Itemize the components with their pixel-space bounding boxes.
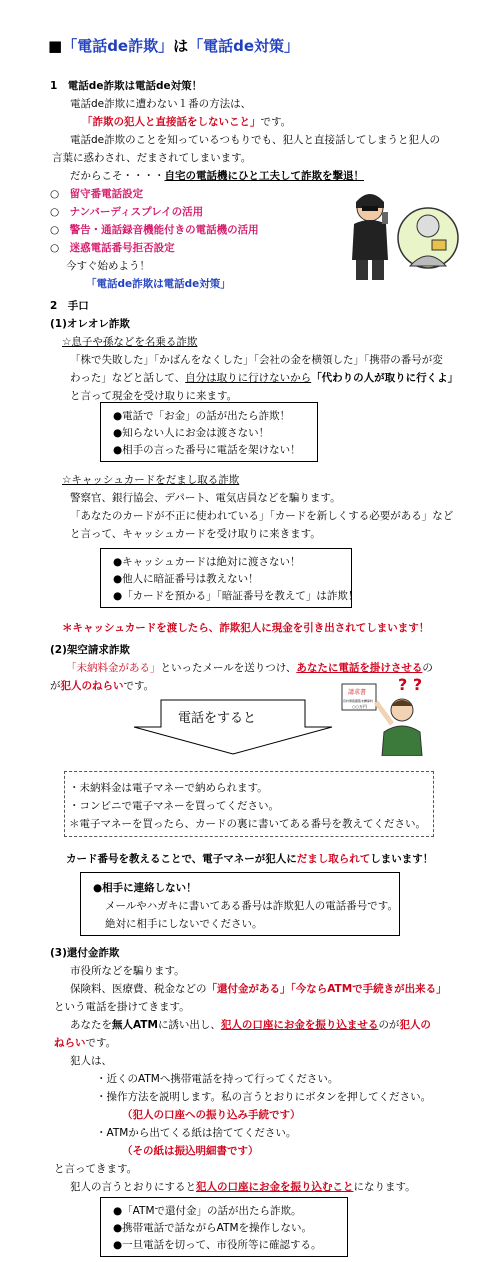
s2-d11: （その紙は振込明細書です） — [122, 1145, 259, 1157]
s2-d7: ・近くのATMへ携帯電話を持って行ってください。 — [96, 1073, 339, 1085]
advice-box-3-line: ●相手に連絡しない！ — [93, 882, 197, 894]
s1-list-1: ○ ナンバーディスプレイの活用 — [50, 206, 204, 218]
advice-box-4-line: ●一旦電話を切って、市役所等に確認する。 — [113, 1239, 322, 1251]
title-part2: は — [173, 37, 189, 55]
advice-box-2-line: ●他人に暗証番号は教えない！ — [113, 573, 259, 585]
s2-a3: と言って現金を受け取りに来ます。 — [70, 390, 238, 402]
s2-c2: が犯人のねらいです。 — [50, 680, 155, 692]
advice-box-3 — [80, 872, 400, 936]
scam-message-line: ＊電子マネーを買ったら、カードの裏に書いてある番号を教えてください。 — [69, 818, 426, 830]
s2-d13: 犯人の言うとおりにすると犯人の口座にお金を振り込むことになります。 — [70, 1181, 416, 1193]
s2-d5: ねらいです。 — [54, 1037, 117, 1049]
scam-message-line: ・未納料金は電子マネーで納められます。 — [69, 782, 268, 794]
section2-heading: 2 手口 — [50, 300, 89, 312]
s2-d6: 犯人は、 — [70, 1055, 112, 1067]
s1-list-2: ○ 警告・通話録音機能付きの電話機の活用 — [50, 224, 259, 236]
advice-box-2 — [100, 548, 359, 608]
advice-box-3-line: メールやハガキに書いてある番号は詐欺犯人の電話番号です。 — [105, 900, 398, 912]
s2-b2: 「あなたのカードが不正に使われている」「カードを新しくする必要がある」など — [70, 510, 454, 522]
s2-d12: と言ってきます。 — [54, 1163, 138, 1175]
advice-box-1-line: ●知らない人にお金は渡さない！ — [113, 427, 270, 439]
advice-box-2-line: ●キャッシュカードは絶対に渡さない！ — [113, 556, 301, 568]
s1-p3: 電話de詐欺のことを知っているつもりでも、犯人と直接話してしまうと犯人の — [70, 134, 441, 146]
bill-person-illustration — [340, 672, 440, 756]
s1-p4: 言葉に惑わされ、だまされてしまいます。 — [52, 152, 252, 164]
s1-p6: 今すぐ始めよう！ — [66, 260, 150, 272]
page-title — [48, 36, 299, 56]
s2-d2: 保険料、医療費、税金などの「還付金がある」「今ならATMで手続きが出来る」 — [70, 983, 447, 995]
s2-d4: あなたを無人ATMに誘い出し、犯人の口座にお金を振り込ませるのが犯人の — [70, 1019, 431, 1031]
s1-p7: 「電話de詐欺は電話de対策」 — [86, 278, 231, 290]
s2-a-title: ☆息子や孫などを名乗る詐欺 — [62, 336, 198, 348]
svg-text:? ?: ? ? — [398, 675, 423, 694]
s2-c3: カード番号を教えることで、電子マネーが犯人にだまし取られてしまいます！ — [66, 853, 434, 865]
s1-p1: 電話de詐欺に遭わない１番の方法は、 — [70, 98, 252, 110]
bill-small-text: 有料情報閲覧未精算料 — [343, 699, 374, 703]
title-part1: 「電話de詐欺」 — [62, 37, 174, 55]
scam-message-line: ・コンビニで電子マネーを買ってください。 — [69, 800, 279, 812]
advice-box-2-line: ●「カードを預かる」「暗証番号を教えて」は詐欺！ — [113, 590, 359, 602]
advice-box-1-line: ●電話で「お金」の話が出たら詐欺！ — [113, 410, 291, 422]
bill-label: 請求書 — [348, 689, 367, 696]
advice-box-4-line: ●「ATMで還付金」の話が出たら詐欺。 — [113, 1205, 302, 1217]
s2-d8: ・操作方法を説明します。私の言うとおりにボタンを押してください。 — [96, 1091, 432, 1103]
advice-box-4 — [100, 1197, 348, 1257]
advice-box-4-line: ●携帯電話で話ながらATMを操作しない。 — [113, 1222, 313, 1234]
s2-d10: ・ATMから出てくる紙は捨ててください。 — [96, 1127, 297, 1139]
s1-p2: 「詐欺の犯人と直接話をしないこと」です。 — [82, 116, 292, 128]
s2-d9: （犯人の口座への振り込み手続です） — [122, 1109, 301, 1121]
title-part3: 「電話de対策」 — [188, 37, 300, 55]
bill-amount: ○○万円 — [352, 704, 367, 709]
s2-d3: という電話を掛けてきます。 — [54, 1001, 190, 1013]
s2-c1: 「未納料金がある」といったメールを送りつけ、あなたに電話を掛けさせるの — [66, 662, 433, 674]
s2-d1: 市役所などを騙ります。 — [70, 965, 185, 977]
advice-box-1 — [100, 402, 318, 462]
s2-b-title: ☆キャッシュカードをだまし取る詐欺 — [62, 474, 240, 486]
section1-heading: 1 電話de詐欺は電話de対策！ — [50, 80, 203, 92]
s2-a2: わった」などと話して、自分は取りに行けないから「代わりの人が取りに行くよ」 — [70, 372, 459, 384]
arrow-label: 電話をすると — [178, 711, 257, 726]
scam-message-box — [64, 771, 434, 837]
s2-warning: ＊キャッシュカードを渡したら、詐欺犯人に現金を引き出されてしまいます！ — [62, 622, 430, 634]
advice-box-1-line: ●相手の言った番号に電話を架けない！ — [113, 444, 301, 456]
s2-b1: 警察官、銀行協会、デパート、電気店員などを騙ります。 — [70, 492, 341, 504]
s1-list-3: ○ 迷惑電話番号拒否設定 — [50, 242, 175, 254]
s2-sub3: (3)還付金詐欺 — [50, 947, 120, 959]
s2-sub2: (2)架空請求詐欺 — [50, 644, 130, 656]
s2-sub1: (1)オレオレ詐欺 — [50, 318, 130, 330]
s2-b3: と言って、キャッシュカードを受け取りに来きます。 — [70, 528, 321, 540]
s1-list-0: ○ 留守番電話設定 — [50, 188, 144, 200]
advice-box-3-line: 絶対に相手にしないでください。 — [105, 918, 263, 930]
title-mark: ■ — [48, 37, 63, 55]
fraud-call-illustration — [340, 178, 460, 288]
s1-p5: だからこそ・・・・自宅の電話機にひと工夫して詐欺を撃退！ — [70, 170, 364, 182]
s2-a1: 「株で失敗した」「かばんをなくした」「会社の金を横領した」「携帯の番号が変 — [70, 354, 443, 366]
